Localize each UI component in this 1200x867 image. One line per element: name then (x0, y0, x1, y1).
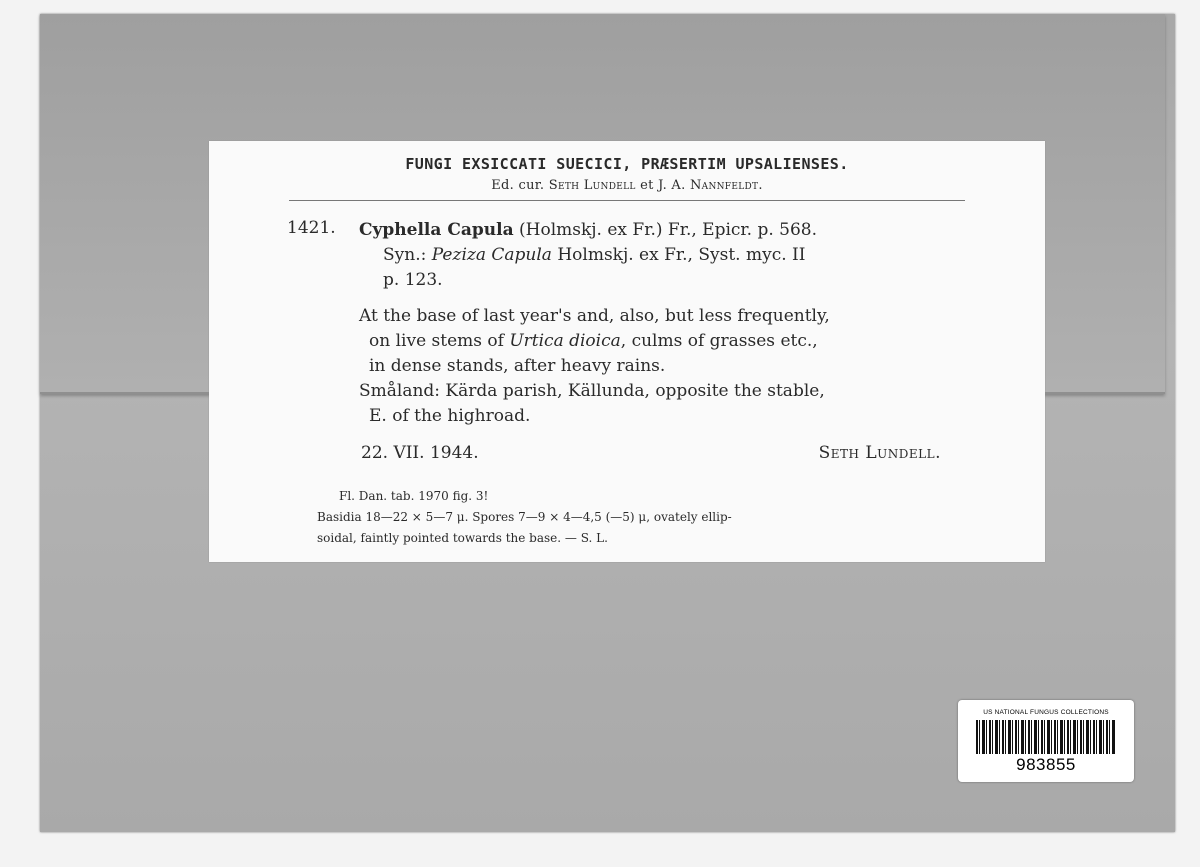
editor-name-1: Seth Lundell (548, 178, 636, 193)
barcode-header: US NATIONAL FUNGUS COLLECTIONS (983, 709, 1109, 716)
authority: (Holmskj. ex Fr.) Fr., Epicr. p. 568. (519, 220, 818, 240)
locality-line-1: Småland: Kärda parish, Källunda, opposite the stable, (359, 381, 825, 401)
synonym-line (359, 243, 969, 268)
taxon-entry (359, 218, 969, 293)
synonym-rest: Holmskj. ex Fr., Syst. myc. II (557, 245, 806, 265)
notes-block (317, 486, 977, 549)
exsiccata-number: 1421. (287, 218, 336, 238)
barcode-bars (976, 720, 1116, 754)
divider-rule (289, 200, 965, 201)
specimen-label (209, 141, 1045, 562)
habitat-block (359, 304, 979, 429)
collection-date: 22. VII. 1944. (361, 443, 479, 463)
locality-line-2: E. of the highroad. (369, 406, 531, 426)
habitat-line-2 (359, 329, 979, 354)
species-name: Cyphella Capula (359, 220, 514, 240)
synonym-name: Peziza Capula (431, 245, 552, 265)
note-reference: Fl. Dan. tab. 1970 fig. 3! (339, 489, 489, 503)
barcode-label (958, 700, 1134, 782)
host-name: Urtica dioica (509, 331, 621, 351)
habitat-line-2b: , culms of grasses etc., (620, 331, 818, 351)
synonym-prefix: Syn.: (383, 245, 427, 265)
collector-name: Seth Lundell. (818, 443, 941, 463)
habitat-line-3: in dense stands, after heavy rains. (369, 356, 666, 376)
editors-prefix: Ed. cur. (491, 178, 545, 193)
note-line-1: Basidia 18—22 × 5—7 μ. Spores 7—9 × 4—4,5 (—5) μ, ovately ellip- (317, 510, 732, 524)
editor-name-2: J. A. Nannfeldt. (658, 178, 763, 193)
editors-line (209, 178, 1045, 193)
series-title: FUNGI EXSICCATI SUECICI, PRÆSERTIM UPSALIENSES. (405, 155, 849, 173)
editors-join: et (640, 178, 654, 193)
barcode-number: 983855 (1016, 755, 1076, 774)
synonym-page: p. 123. (383, 270, 443, 290)
habitat-line-2a: on live stems of (369, 331, 504, 351)
habitat-line-1: At the base of last year's and, also, but less frequently, (359, 306, 830, 326)
note-line-2: soidal, faintly pointed towards the base. — S. L. (317, 531, 608, 545)
